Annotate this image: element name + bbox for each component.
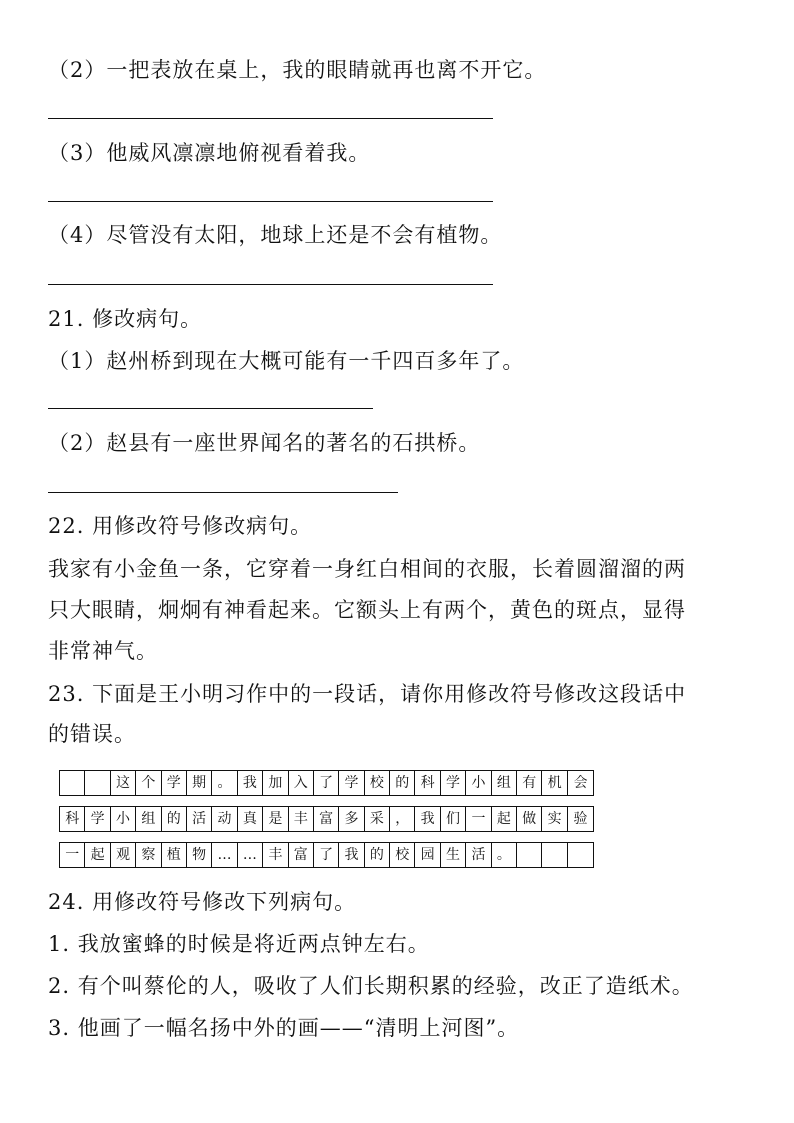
grid-cell: 我 bbox=[339, 843, 364, 867]
grid-cell bbox=[60, 771, 85, 795]
q24-item-1: 1. 我放蜜蜂的时候是将近两点钟左右。 bbox=[48, 932, 430, 956]
grid-cell: 活 bbox=[466, 843, 491, 867]
grid-cell: ， bbox=[390, 807, 415, 831]
q22-paragraph-line: 只大眼睛，炯炯有神看起来。它额头上有两个，黄色的斑点，显得 bbox=[48, 598, 686, 622]
grid-cell: 真 bbox=[238, 807, 263, 831]
grid-cell: 小 bbox=[111, 807, 136, 831]
grid-cell: 会 bbox=[573, 775, 588, 791]
writing-grid-row bbox=[59, 770, 594, 796]
grid-cell: 生 bbox=[441, 843, 466, 867]
grid-cell: 学 bbox=[162, 771, 187, 795]
q20-item-3: （3）他威风凛凛地俯视看着我。 bbox=[48, 141, 371, 165]
grid-cell: 期 bbox=[187, 771, 212, 795]
grid-cell: 的 bbox=[162, 807, 187, 831]
grid-cell: 是 bbox=[263, 807, 288, 831]
answer-line bbox=[48, 118, 493, 119]
grid-cell: 植 bbox=[162, 843, 187, 867]
grid-cell: 的 bbox=[390, 771, 415, 795]
grid-cell: 有 bbox=[517, 771, 542, 795]
q21-item-2: （2）赵县有一座世界闻名的著名的石拱桥。 bbox=[48, 431, 481, 455]
grid-cell: 。 bbox=[212, 771, 237, 795]
grid-cell: 观 bbox=[111, 843, 136, 867]
grid-cell: … bbox=[212, 843, 237, 867]
answer-line bbox=[48, 201, 493, 202]
grid-cell: 个 bbox=[136, 771, 161, 795]
grid-cell: 采 bbox=[365, 807, 390, 831]
q20-item-2: （2）一把表放在桌上，我的眼睛就再也离不开它。 bbox=[48, 58, 547, 82]
grid-cell: 了 bbox=[314, 771, 339, 795]
grid-cell: 学 bbox=[441, 771, 466, 795]
grid-cell: 学 bbox=[339, 771, 364, 795]
q23-title-cont: 的错误。 bbox=[48, 722, 136, 746]
grid-cell: 我 bbox=[238, 771, 263, 795]
answer-line bbox=[48, 284, 493, 285]
grid-cell: 们 bbox=[441, 807, 466, 831]
writing-grid-row bbox=[59, 806, 594, 832]
grid-cell bbox=[517, 843, 542, 867]
writing-grid-row bbox=[59, 842, 594, 868]
grid-cell: 丰 bbox=[263, 843, 288, 867]
grid-cell: 富 bbox=[314, 807, 339, 831]
grid-cell: 一 bbox=[60, 843, 85, 867]
grid-cell: 的 bbox=[365, 843, 390, 867]
grid-cell: … bbox=[238, 843, 263, 867]
grid-cell: 察 bbox=[136, 843, 161, 867]
grid-cell bbox=[568, 843, 593, 867]
grid-cell bbox=[542, 843, 567, 867]
q21-item-1: （1）赵州桥到现在大概可能有一千四百多年了。 bbox=[48, 349, 525, 373]
q22-paragraph-line: 我家有小金鱼一条，它穿着一身红白相间的衣服，长着圆溜溜的两 bbox=[48, 557, 686, 581]
q22-title: 22. 用修改符号修改病句。 bbox=[48, 514, 313, 538]
grid-cell: 起 bbox=[492, 807, 517, 831]
grid-cell: 入 bbox=[289, 771, 314, 795]
q21-title: 21. 修改病句。 bbox=[48, 307, 203, 331]
q24-item-3: 3. 他画了一幅名扬中外的画——“清明上河图”。 bbox=[48, 1016, 520, 1040]
answer-line bbox=[48, 408, 373, 409]
q22-paragraph-line: 非常神气。 bbox=[48, 639, 158, 663]
grid-cell: 组 bbox=[136, 807, 161, 831]
grid-cell bbox=[85, 771, 110, 795]
grid-cell: 验 bbox=[573, 811, 588, 827]
grid-cell: 了 bbox=[314, 843, 339, 867]
grid-cell: 丰 bbox=[289, 807, 314, 831]
grid-cell: 园 bbox=[415, 843, 440, 867]
grid-cell: 活 bbox=[187, 807, 212, 831]
grid-cell: 小 bbox=[466, 771, 491, 795]
grid-cell: 一 bbox=[466, 807, 491, 831]
grid-cell: 校 bbox=[365, 771, 390, 795]
grid-cell: 多 bbox=[339, 807, 364, 831]
grid-cell: 。 bbox=[492, 843, 517, 867]
grid-cell: 组 bbox=[492, 771, 517, 795]
grid-cell: 我 bbox=[415, 807, 440, 831]
grid-cell: 做 bbox=[517, 807, 542, 831]
q20-item-4: （4）尽管没有太阳，地球上还是不会有植物。 bbox=[48, 223, 503, 247]
q24-title: 24. 用修改符号修改下列病句。 bbox=[48, 890, 357, 914]
grid-cell: 实 bbox=[542, 807, 567, 831]
grid-cell: 物 bbox=[187, 843, 212, 867]
q24-item-2: 2. 有个叫蔡伦的人，吸收了人们长期积累的经验，改正了造纸术。 bbox=[48, 974, 694, 998]
answer-line bbox=[48, 492, 398, 493]
grid-cell: 科 bbox=[415, 771, 440, 795]
grid-cell: 起 bbox=[85, 843, 110, 867]
grid-cell: 科 bbox=[60, 807, 85, 831]
q23-title: 23. 下面是王小明习作中的一段话，请你用修改符号修改这段话中 bbox=[48, 682, 687, 706]
grid-cell: 机 bbox=[542, 771, 567, 795]
grid-cell: 学 bbox=[85, 807, 110, 831]
grid-cell: 这 bbox=[111, 771, 136, 795]
grid-cell: 富 bbox=[289, 843, 314, 867]
grid-cell: 动 bbox=[212, 807, 237, 831]
grid-cell: 加 bbox=[263, 771, 288, 795]
grid-cell: 校 bbox=[390, 843, 415, 867]
